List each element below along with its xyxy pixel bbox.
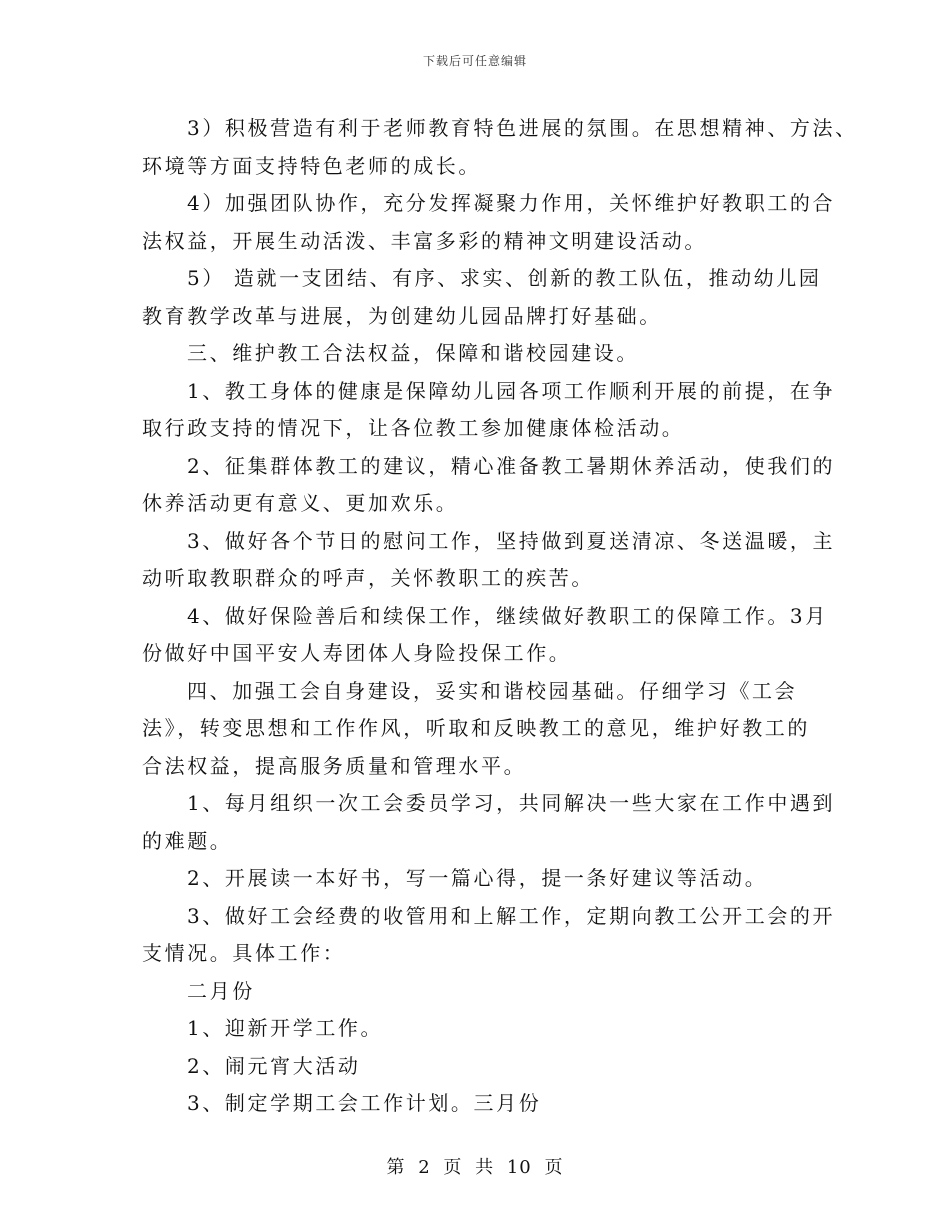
- document-body: [142, 110, 858, 1123]
- text-line: 5） 造就一支团结、有序、求实、创新的教工队伍，推动幼儿园: [187, 266, 822, 290]
- text-line: 4、做好保险善后和续保工作，继续做好教职工的保障工作。3月: [187, 603, 828, 628]
- text-line: 休养活动更有意义、更加欢乐。: [142, 491, 459, 515]
- text-line: 法权益，开展生动活泼、丰富多彩的精神文明建设活动。: [142, 228, 707, 253]
- text-line: 3、制定学期工会工作计划。三月份: [187, 1091, 542, 1115]
- text-line: 3）积极营造有利于老师教育特色进展的氛围。在思想精神、方法、: [187, 116, 858, 140]
- text-line: 4）加强团队协作，充分发挥凝聚力作用，关怀维护好教职工的合: [187, 191, 836, 215]
- text-line: 3、做好各个节日的慰问工作，坚持做到夏送清凉、冬送温暖，主: [187, 528, 836, 553]
- text-line: 的难题。: [142, 828, 233, 853]
- text-line: 2、闹元宵大活动: [187, 1053, 361, 1078]
- text-line: 2、征集群体教工的建议，精心准备教工暑期休养活动，使我们的: [187, 453, 836, 478]
- text-line: 3、做好工会经费的收管用和上解工作，定期向教工公开工会的开: [187, 903, 836, 928]
- text-line: 环境等方面支持特色老师的成长。: [142, 153, 481, 178]
- page-header: 下载后可任意编辑: [422, 54, 527, 68]
- text-line: 1、每月组织一次工会委员学习，共同解决一些大家在工作中遇到: [187, 791, 836, 815]
- text-line: 1、教工身体的健康是保障幼儿园各项工作顺利开展的前提，在争: [187, 378, 836, 403]
- page-number: 第 2 页 共 10 页: [386, 1157, 564, 1178]
- text-line: 份做好中国平安人寿团体人身险投保工作。: [142, 641, 572, 665]
- text-line: 二月份: [187, 978, 255, 1003]
- text-line: 2、开展读一本好书，写一篇心得，提一条好建议等活动。: [187, 866, 768, 890]
- text-line: 合法权益，提高服务质量和管理水平。: [142, 753, 527, 778]
- text-line: 取行政支持的情况下，让各位教工参加健康体检活动。: [142, 416, 685, 440]
- text-line: 1、迎新开学工作。: [187, 1016, 384, 1040]
- text-line: 教育教学改革与进展，为创建幼儿园品牌打好基础。: [142, 303, 662, 328]
- text-line: 三、维护教工合法权益，保障和谐校园建设。: [187, 341, 639, 365]
- text-line: 动听取教职群众的呼声，关怀教职工的疾苦。: [142, 566, 594, 590]
- text-line: 四、加强工会自身建设，妥实和谐校园基础。仔细学习《工会: [187, 678, 798, 703]
- text-line: 法》，转变思想和工作作风，听取和反映教工的意见，维护好教工的: [142, 716, 810, 740]
- text-line: 支情况。具体工作：: [142, 941, 346, 965]
